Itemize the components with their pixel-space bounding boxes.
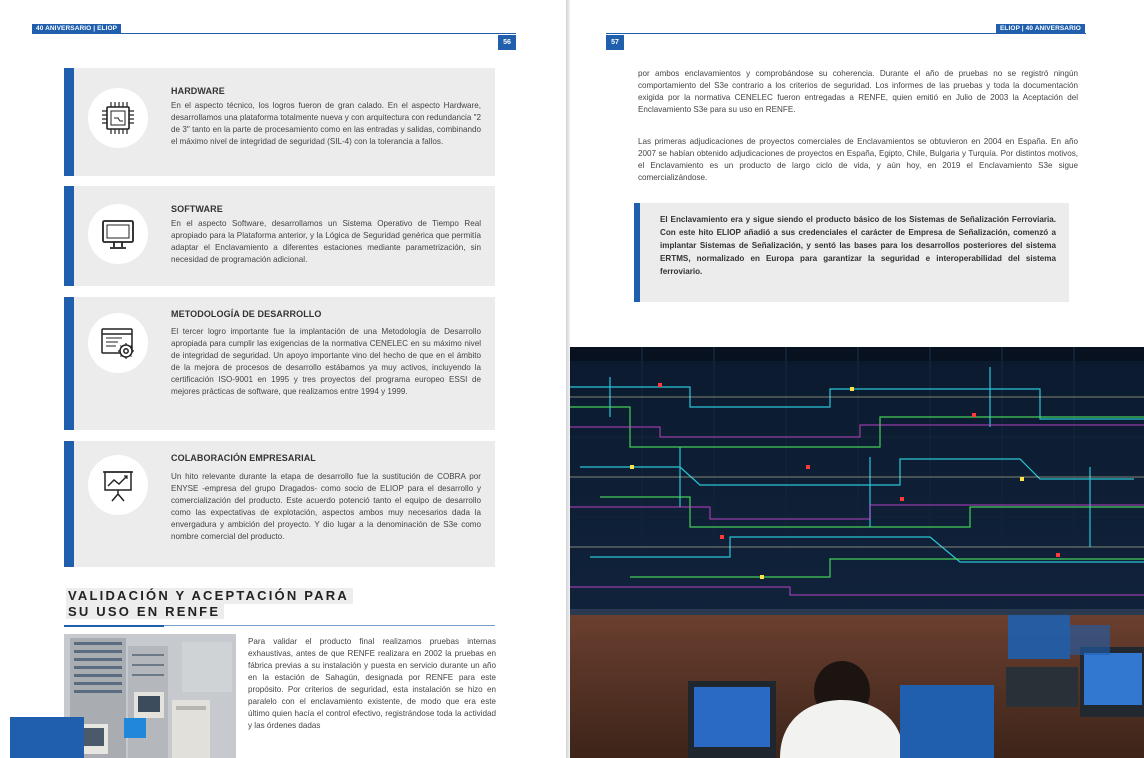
header-rule-right [606,33,1086,34]
section-rule-accent [64,625,164,627]
monitor-icon [88,204,148,264]
control-room-photo [570,347,1144,758]
section-body: Para validar el producto final realizamos pruebas internas exhaustivas, antes de que RENFE realizara en 2002 la pruebas en fábrica previas a su instalación y puesta en servicio durante un año en la estación de Sahagún, designada por RENFE para este propósito. Por criterios de seguridad, esta instalación se hizo en paralelo con el enclavamiento existente, de modo que era este último quien hacía el control efectivo, registrándose toda la actividad y las órdenes dadas [248,637,496,730]
header-rule-left [32,33,516,34]
card-accent-bar [64,186,74,286]
card-hardware [64,68,495,176]
page-number-left: 56 [498,35,516,50]
card-accent-bar [64,441,74,567]
right-paragraph-1: por ambos enclavamientos y comprobándose su coherencia. Durante el año de pruebas no se registró ningún comportamiento del S3e contrario a los criterios de seguridad. Los informes de las pruebas y toda la documentación exigida por la normativa CENELEC fueron entregadas a RENFE, quien emitió en Julio de 2003 la Aceptación del Enclavamiento S3e para su uso en RENFE. [638,69,1078,114]
highlight-quote: El Enclavamiento era y sigue siendo el producto básico de los Sistemas de Señalización Ferroviaria. Con este hito ELIOP añadió a sus credenciales el carácter de Empresa de Señalización, comenzó a implantar Sistemas de Señalización, y sentó las bases para los desarrollos posteriores del sistema ERTMS, normalizado en Europa para garantizar la seguridad e interoperabilidad del sistema ferroviario. [660,215,1056,276]
card-title: HARDWARE [171,86,225,96]
section-title [66,588,353,619]
section-title-line2: SU USO EN RENFE [66,604,224,620]
card-text: Un hito relevante durante la etapa de desarrollo fue la sustitución de COBRA por ENYSE -empresa del grupo Dragados- como socio de ELIOP para el desarrollo y comercialización del producto. Este acuerdo potenció tanto el equipo de desarrollo como las expectativas de explotación, aspectos ambos muy necesarios dada la envergadura y ambición del proyecto. Y dio lugar a la denominación de S3e como nombre comercial del producto. [171,472,481,541]
presentation-chart-icon [88,455,148,515]
highlight-quote-box [634,203,1069,302]
quote-accent-bar [634,203,640,302]
right-page [570,0,1144,758]
page-number-right: 57 [606,35,624,50]
card-software [64,186,495,286]
card-accent-bar [64,297,74,430]
browser-gear-icon [88,313,148,373]
header-tag-left: 40 ANIVERSARIO | ELIOP [32,24,121,34]
card-colaboracion [64,441,495,567]
card-title: COLABORACIÓN EMPRESARIAL [171,453,316,463]
card-accent-bar [64,68,74,176]
left-photo-blue-square [124,718,146,738]
right-paragraph-2: Las primeras adjudicaciones de proyectos comerciales de Enclavamientos se obtuvieron en 2004 en España. En año 2007 se habían obtenido adjudicaciones de proyectos en España, Egipto, Chile, Bulgaria y Turquía. Por distintos motivos, el Enclavamiento es un producto de largo ciclo de vida, y aún hoy, en 2019 el Enclavamiento S3e sigue comercializándose. [638,137,1078,182]
card-text: El tercer logro importante fue la implantación de una Metodología de Desarrollo apropiada para cumplir las exigencias de la normativa CENELEC en su máximo nivel de integridad de seguridad. Un apoyo importante vino del hecho de que en el ámbito de la mejora de procesos de desarrollo estábamos ya muy activos, incluyendo la certificación ISO-9001 en 1995 y tres proyectos del programa europeo ESSI de mejores prácticas de software, que realizamos entre 1994 y 1999. [171,327,481,396]
left-corner-blue-square [10,717,84,758]
header-tag-right: ELIOP | 40 ANIVERSARIO [996,24,1085,34]
card-title: METODOLOGÍA DE DESARROLLO [171,309,322,319]
card-text: En el aspecto técnico, los logros fueron de gran calado. En el aspecto Hardware, desarrollamos una plataforma totalmente nueva y con arquitectura con redundancia "2 de 3" tanto en la parte de procesamiento como en las entradas y salidas, combinando el máximo nivel de integridad de seguridad (SIL-4) con la tolerancia a fallos. [171,101,481,146]
equipment-photo [64,634,236,758]
card-text: En el aspecto Software, desarrollamos un Sistema Operativo de Tiempo Real apropiado para la Plataforma anterior, y la Lógica de Seguridad genérica que permitía adaptar el Enclavamiento a diferentes estaciones mediante parametrización, sin necesidad de programación adicional. [171,219,481,264]
card-metodologia [64,297,495,430]
card-title: SOFTWARE [171,204,223,214]
section-title-line1: VALIDACIÓN Y ACEPTACIÓN PARA [66,588,353,604]
microchip-icon [88,88,148,148]
left-page [0,0,566,758]
